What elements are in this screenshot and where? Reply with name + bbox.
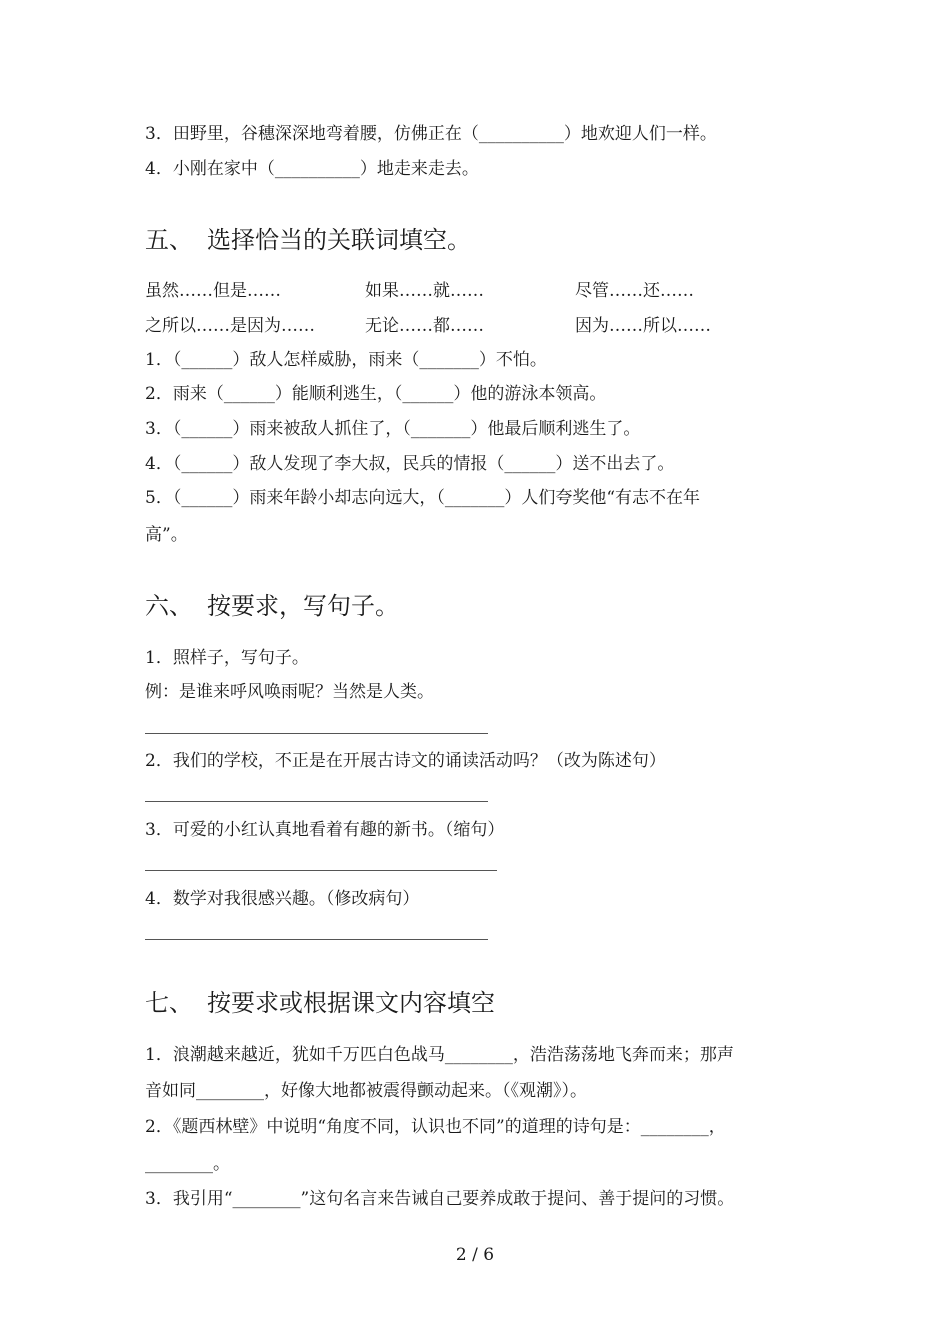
question-line: 音如同________，好像大地都被震得颤动起来。（《观潮》）。	[145, 1081, 587, 1101]
question-line: 2．雨来（______）能顺利逃生，（______）他的游泳本领高。	[145, 384, 607, 404]
example-line: 例：是谁来呼风唤雨呢？当然是人类。	[145, 682, 434, 702]
question-line: 3．我引用“________”这句名言来告诫自己要养成敢于提问、善于提问的习惯。	[145, 1189, 735, 1209]
conjunction-option: 如果……就……	[365, 281, 484, 301]
fill-item-3: 3．田野里，谷穗深深地弯着腰，仿佛正在（__________）地欢迎人们一样。	[145, 124, 717, 144]
conjunction-option: 无论……都……	[365, 316, 484, 336]
question-line: 2．《题西林壁》中说明“角度不同，认识也不同”的道理的诗句是：________，	[145, 1117, 726, 1137]
question-line: 高”。	[145, 525, 188, 545]
conjunction-option: 之所以……是因为……	[145, 316, 315, 336]
section-title: 按要求，写句子。	[207, 592, 399, 620]
question-line: ________。	[145, 1154, 230, 1174]
conjunction-option: 尽管……还……	[575, 281, 694, 301]
question-line: 3．可爱的小红认真地看着有趣的新书。（缩句）	[145, 820, 505, 840]
section-title: 选择恰当的关联词填空。	[207, 226, 471, 254]
fill-item-4: 4．小刚在家中（__________）地走来走去。	[145, 159, 479, 179]
question-line: 1．照样子，写句子。	[145, 648, 309, 668]
section-number: 六、	[145, 592, 193, 620]
conjunction-option: 虽然……但是……	[145, 281, 281, 301]
question-line: 5．（______）雨来年龄小却志向远大，（_______）人们夸奖他“有志不在年	[145, 488, 701, 508]
conjunction-option: 因为……所以……	[575, 316, 711, 336]
section-5-heading	[145, 224, 471, 256]
question-line: 3．（______）雨来被敌人抓住了，（_______）他最后顺利逃生了。	[145, 419, 641, 439]
section-number: 五、	[145, 226, 193, 254]
page-number: 2 / 6	[455, 1245, 495, 1265]
answer-line	[145, 870, 497, 871]
section-number: 七、	[145, 989, 193, 1017]
question-line: 4．（______）敌人发现了李大叔，民兵的情报（______）送不出去了。	[145, 454, 675, 474]
section-7-heading	[145, 987, 495, 1019]
question-line: 2．我们的学校，不正是在开展古诗文的诵读活动吗？（改为陈述句）	[145, 751, 666, 771]
question-line: 4．数学对我很感兴趣。（修改病句）	[145, 889, 420, 909]
answer-line	[145, 939, 488, 940]
answer-line	[145, 801, 488, 802]
question-line: 1．（______）敌人怎样威胁，雨来（_______）不怕。	[145, 350, 547, 370]
answer-line	[145, 733, 488, 734]
section-title: 按要求或根据课文内容填空	[207, 989, 495, 1017]
section-6-heading	[145, 590, 399, 622]
question-line: 1．浪潮越来越近，犹如千万匹白色战马________，浩浩荡荡地飞奔而来；那声	[145, 1045, 734, 1065]
